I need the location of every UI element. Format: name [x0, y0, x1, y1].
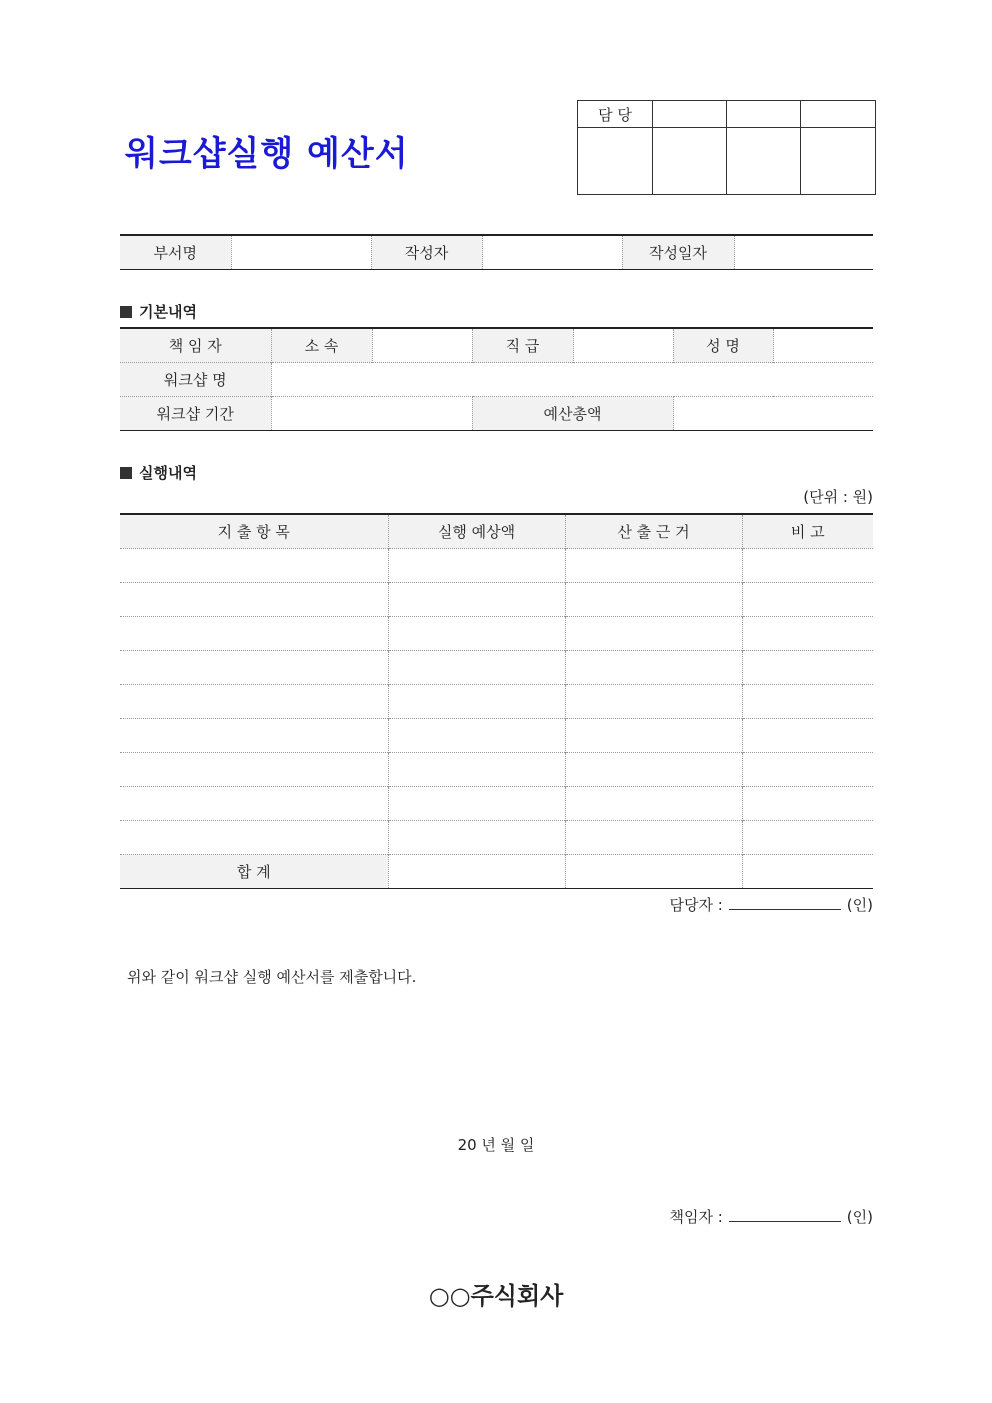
- table-cell[interactable]: [388, 583, 565, 617]
- workshop-name-field[interactable]: [271, 363, 873, 397]
- square-bullet-icon: [120, 467, 132, 479]
- table-cell[interactable]: [120, 821, 388, 855]
- table-cell[interactable]: [388, 651, 565, 685]
- table-cell[interactable]: [565, 753, 742, 787]
- table-row: [120, 651, 873, 685]
- date-line: 20 년 월 일: [457, 1136, 535, 1154]
- column-header-calculation-basis: 산 출 근 거: [565, 514, 742, 549]
- author-label: 작성자: [371, 235, 482, 270]
- department-field[interactable]: [231, 235, 371, 270]
- table-cell[interactable]: [565, 821, 742, 855]
- table-cell[interactable]: [565, 787, 742, 821]
- responsible-signature: [670, 1206, 874, 1227]
- table-cell[interactable]: [565, 617, 742, 651]
- column-header-remarks: 비 고: [742, 514, 873, 549]
- manager-label: 책 임 자: [120, 328, 271, 363]
- table-cell[interactable]: [565, 719, 742, 753]
- total-remarks-field[interactable]: [742, 855, 873, 889]
- table-cell[interactable]: [742, 787, 873, 821]
- table-cell[interactable]: [120, 617, 388, 651]
- table-cell[interactable]: [565, 549, 742, 583]
- table-row: [120, 753, 873, 787]
- basic-info-table: [120, 327, 873, 431]
- column-header-expense-item: 지 출 항 목: [120, 514, 388, 549]
- approval-header-cell: [653, 101, 727, 128]
- execution-section-title: 실행내역: [139, 464, 197, 482]
- table-cell[interactable]: [565, 685, 742, 719]
- execution-section-heading: [120, 462, 197, 483]
- document-title: 워크샵실행 예산서: [125, 134, 409, 174]
- table-cell[interactable]: [388, 753, 565, 787]
- person-in-charge-label: 담당자 :: [669, 896, 723, 914]
- table-cell[interactable]: [742, 617, 873, 651]
- total-basis-field[interactable]: [565, 855, 742, 889]
- approval-box: [577, 100, 876, 195]
- table-cell[interactable]: [742, 549, 873, 583]
- table-row: [120, 719, 873, 753]
- name-field[interactable]: [773, 328, 873, 363]
- approval-sign-cell[interactable]: [578, 128, 653, 195]
- table-cell[interactable]: [120, 753, 388, 787]
- table-cell[interactable]: [388, 821, 565, 855]
- table-cell[interactable]: [742, 583, 873, 617]
- signature-line[interactable]: [729, 1207, 841, 1222]
- author-field[interactable]: [482, 235, 622, 270]
- total-amount-field[interactable]: [388, 855, 565, 889]
- total-budget-label: 예산총액: [472, 397, 673, 431]
- total-row: [120, 855, 873, 889]
- table-cell[interactable]: [742, 685, 873, 719]
- approval-sign-cell[interactable]: [801, 128, 876, 195]
- table-cell[interactable]: [742, 719, 873, 753]
- approval-sign-cell[interactable]: [653, 128, 727, 195]
- approval-header-cell: [801, 101, 876, 128]
- submission-statement: 위와 같이 워크샵 실행 예산서를 제출합니다.: [127, 968, 417, 986]
- table-row: [120, 685, 873, 719]
- table-cell[interactable]: [120, 719, 388, 753]
- rank-label: 직 급: [472, 328, 573, 363]
- total-budget-field[interactable]: [673, 397, 873, 431]
- table-row: [120, 787, 873, 821]
- table-row: [120, 583, 873, 617]
- table-cell[interactable]: [565, 651, 742, 685]
- table-cell[interactable]: [120, 549, 388, 583]
- responsible-label: 책임자 :: [669, 1208, 723, 1226]
- workshop-period-field[interactable]: [271, 397, 472, 431]
- table-cell[interactable]: [388, 617, 565, 651]
- workshop-period-label: 워크샵 기간: [120, 397, 271, 431]
- table-cell[interactable]: [388, 549, 565, 583]
- date-field[interactable]: [734, 235, 873, 270]
- table-cell[interactable]: [565, 583, 742, 617]
- table-cell[interactable]: [388, 787, 565, 821]
- total-label: 합 계: [120, 855, 388, 889]
- unit-note: (단위 : 원): [803, 488, 873, 506]
- table-cell[interactable]: [120, 787, 388, 821]
- square-bullet-icon: [120, 306, 132, 318]
- basic-section-heading: [120, 301, 197, 322]
- person-in-charge-signature: [670, 894, 874, 915]
- execution-table: [120, 513, 873, 889]
- affiliation-field[interactable]: [372, 328, 472, 363]
- rank-field[interactable]: [573, 328, 673, 363]
- table-row: [120, 617, 873, 651]
- date-label: 작성일자: [622, 235, 734, 270]
- table-cell[interactable]: [120, 685, 388, 719]
- table-cell[interactable]: [742, 651, 873, 685]
- seal-mark: (인): [846, 896, 873, 914]
- company-name: ○○주식회사: [428, 1282, 564, 1310]
- table-cell[interactable]: [120, 651, 388, 685]
- table-cell[interactable]: [742, 753, 873, 787]
- table-cell[interactable]: [388, 719, 565, 753]
- info-strip: [120, 234, 873, 270]
- column-header-estimated-amount: 실행 예상액: [388, 514, 565, 549]
- table-cell[interactable]: [120, 583, 388, 617]
- department-label: 부서명: [120, 235, 231, 270]
- table-cell[interactable]: [388, 685, 565, 719]
- approval-header-cell: [727, 101, 801, 128]
- table-row: [120, 821, 873, 855]
- seal-mark: (인): [846, 1208, 873, 1226]
- affiliation-label: 소 속: [271, 328, 372, 363]
- basic-section-title: 기본내역: [139, 303, 197, 321]
- approval-header-label: 담 당: [578, 101, 653, 128]
- approval-sign-cell[interactable]: [727, 128, 801, 195]
- signature-line[interactable]: [729, 895, 841, 910]
- table-cell[interactable]: [742, 821, 873, 855]
- table-row: [120, 549, 873, 583]
- name-label: 성 명: [673, 328, 773, 363]
- workshop-name-label: 워크샵 명: [120, 363, 271, 397]
